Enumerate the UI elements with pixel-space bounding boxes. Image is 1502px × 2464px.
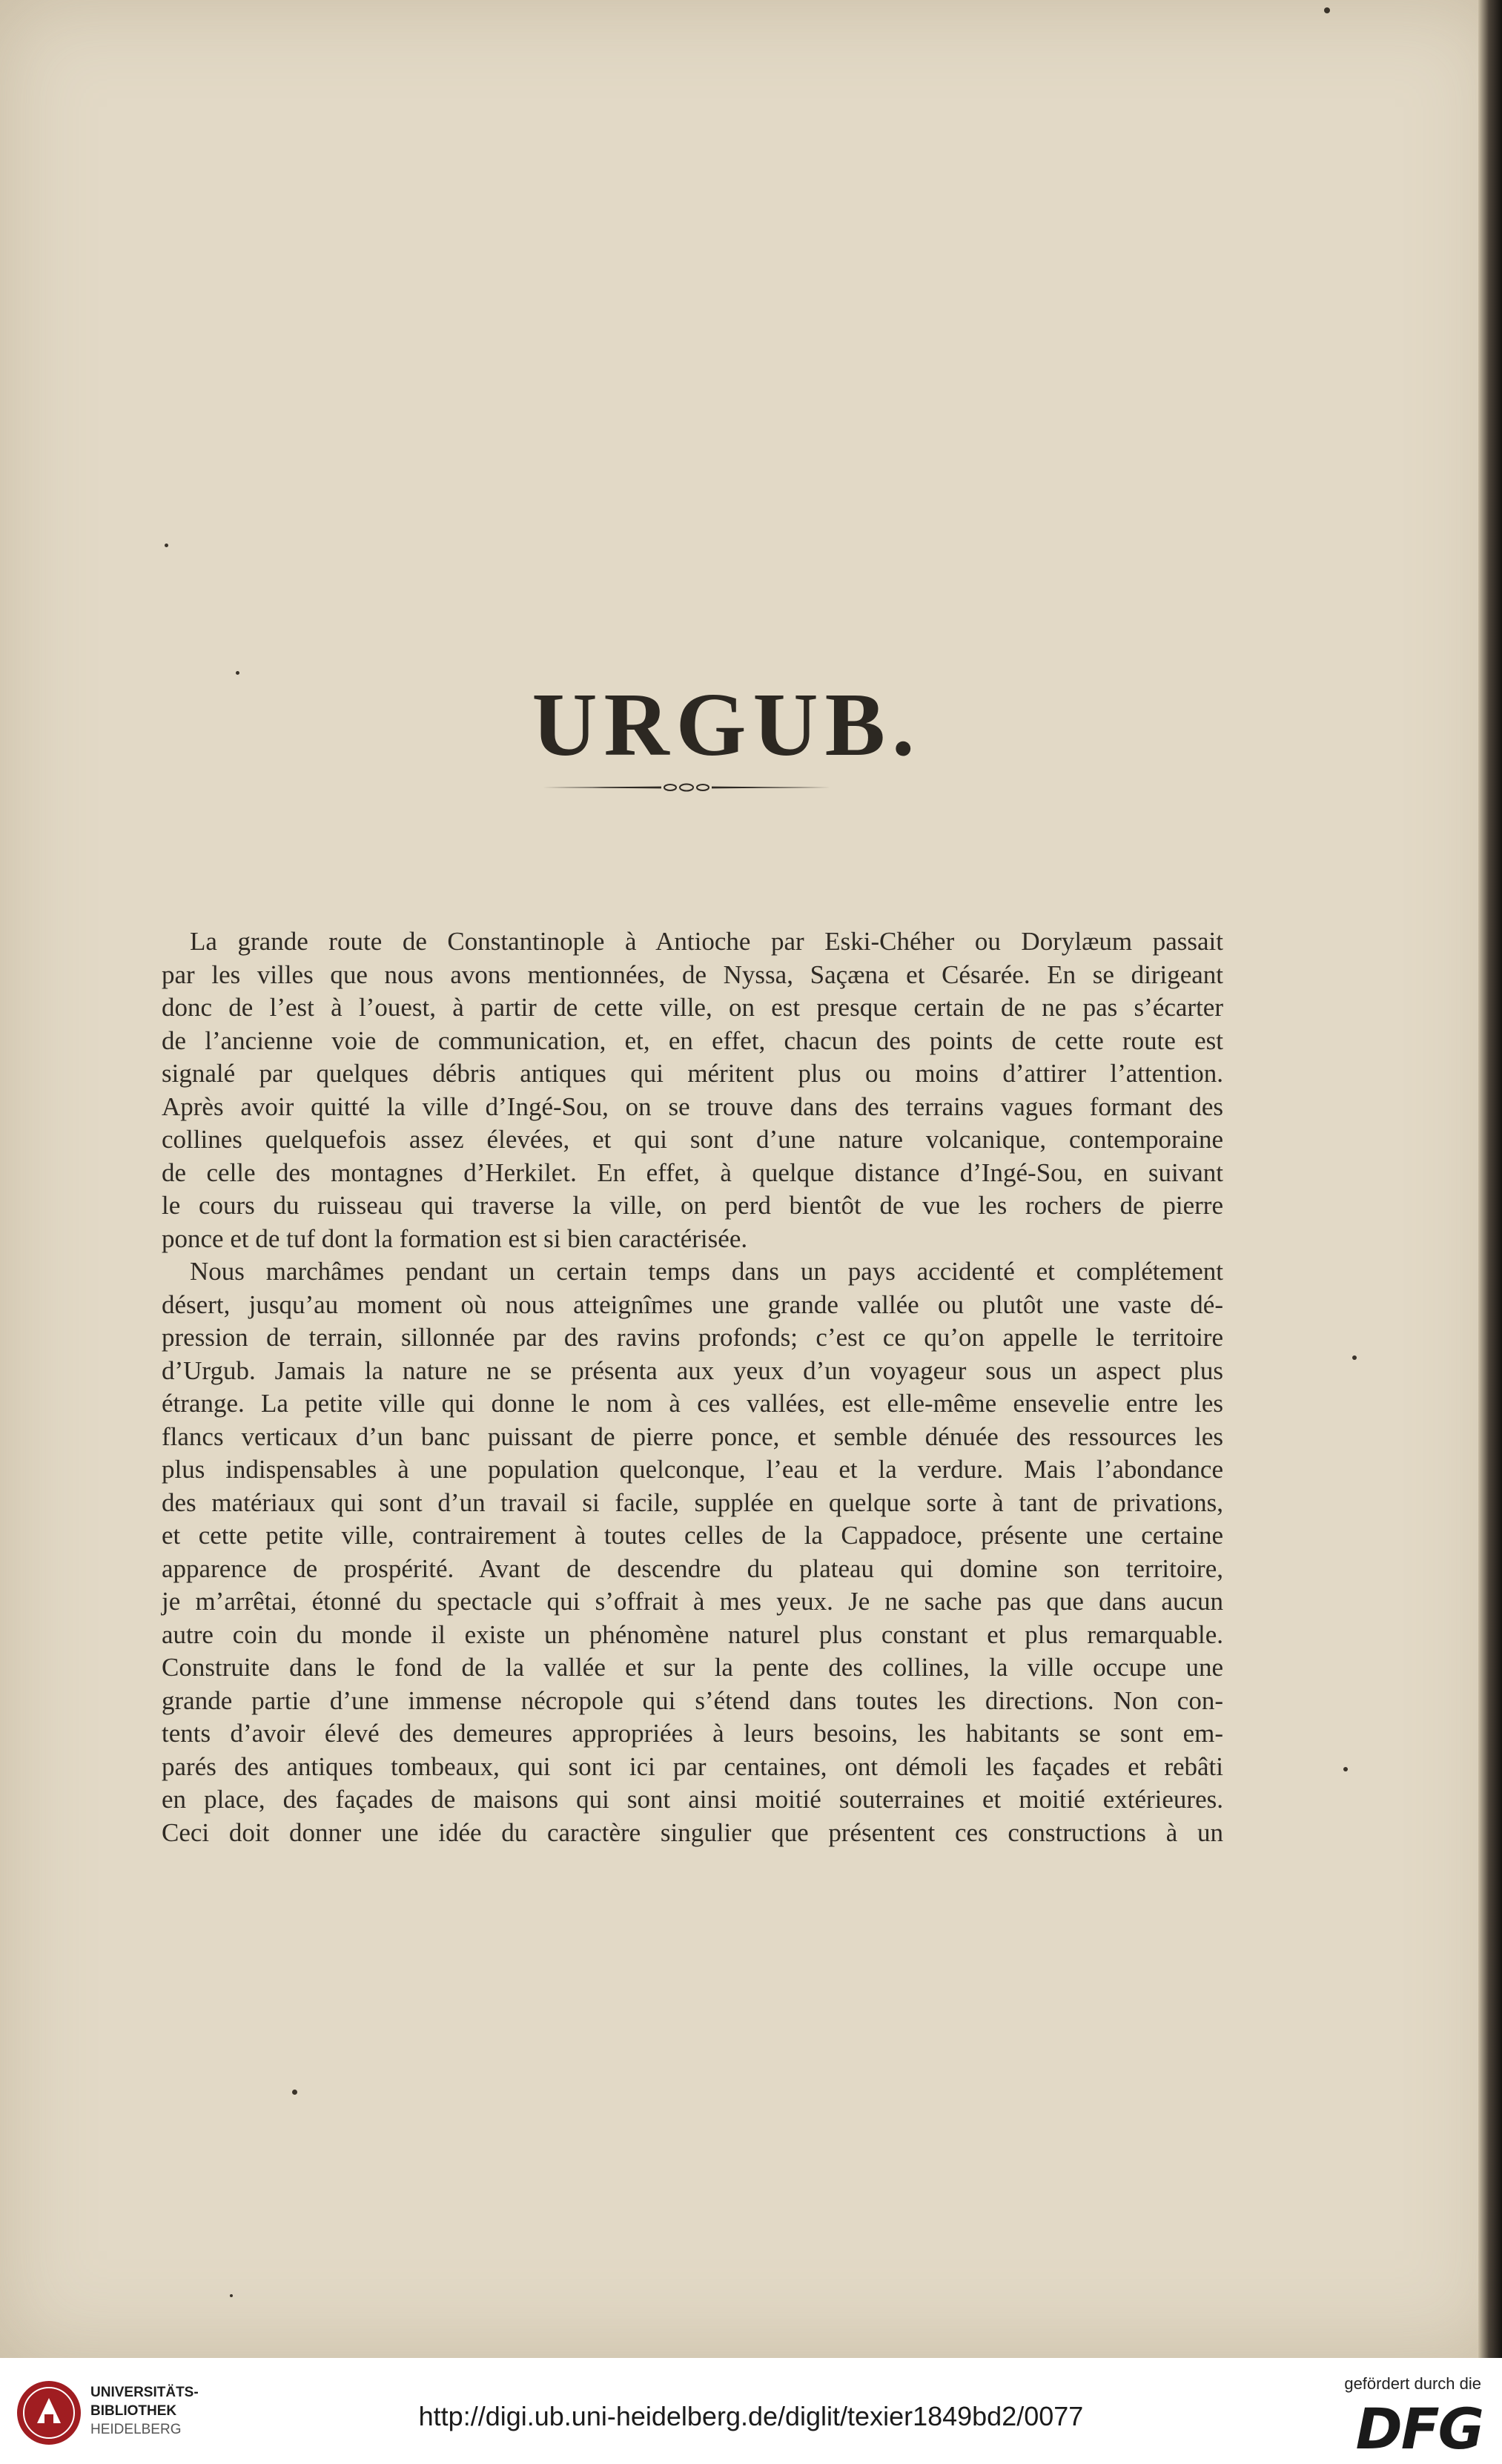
text-line: apparence de prospérité. Avant de descendre du plateau qui domine son territoire, xyxy=(162,1553,1223,1583)
text-line: en place, des façades de maisons qui sont ainsi moitié souterraines et moitié extérieures. xyxy=(162,1785,1223,1814)
text-line: des matériaux qui sont d’un travail si facile, supplée en quelque sorte à tant de privations, xyxy=(162,1487,1223,1517)
text-line: le cours du ruisseau qui traverse la ville, on perd bientôt de vue les rochers de pierre xyxy=(162,1191,1223,1220)
text-line: plus indispensables à une population quelconque, l’eau et la verdure. Mais l’abondance xyxy=(162,1455,1223,1484)
text-line: signalé par quelques débris antiques qui méritent plus ou moins d’attirer l’attention. xyxy=(162,1059,1223,1088)
text-line: d’Urgub. Jamais la nature ne se présenta aux yeux d’un voyageur sous un aspect plus xyxy=(162,1355,1223,1385)
text-line: de l’ancienne voie de communication, et, en effet, chacun des points de cette route est xyxy=(162,1025,1223,1055)
text-line: Après avoir quitté la ville d’Ingé-Sou, on se trouve dans des terrains vagues formant des xyxy=(162,1091,1223,1121)
speck-mark xyxy=(292,2090,297,2095)
permalink-url[interactable]: http://digi.ub.uni-heidelberg.de/diglit/texier1849bd2/0077 xyxy=(418,2401,1084,2431)
text-line: par les villes que nous avons mentionnées, de Nyssa, Saçæna et Césarée. En se dirigeant xyxy=(162,959,1223,989)
body-text xyxy=(162,925,1223,1849)
text-line: de celle des montagnes d’Herkilet. En effet, à quelque distance d’Ingé-Sou, en suivant xyxy=(162,1157,1223,1187)
text-line: flancs verticaux d’un banc puissant de pierre ponce, et semble dénuée des ressources les xyxy=(162,1421,1223,1451)
text-line: étrange. La petite ville qui donne le nom à ces vallées, est elle-même ensevelie entre les xyxy=(162,1389,1223,1418)
text-line: pression de terrain, sillonnée par des ravins profonds; c’est ce qu’on appelle le territoire xyxy=(162,1323,1223,1352)
text-line: désert, jusqu’au moment où nous atteignîmes une grande vallée ou plutôt une vaste dé- xyxy=(162,1289,1223,1319)
text-line: Ceci doit donner une idée du caractère singulier que présentent ces constructions à un xyxy=(162,1817,1223,1847)
speck-mark xyxy=(165,544,168,547)
text-line: je m’arrêtai, étonné du spectacle qui s’offrait à mes yeux. Je ne sache pas que dans aucun xyxy=(162,1587,1223,1616)
text-line: collines quelquefois assez élevées, et qui sont d’une nature volcanique, contemporaine xyxy=(162,1125,1223,1154)
university-name-line: HEIDELBERG xyxy=(90,2422,182,2437)
text-line: parés des antiques tombeaux, qui sont ici par centaines, ont démoli les façades et rebâti xyxy=(162,1751,1223,1781)
text-line: grande partie d’une immense nécropole qui s’étend dans toutes les directions. Non con- xyxy=(162,1685,1223,1715)
speck-mark xyxy=(1324,7,1330,13)
speck-mark xyxy=(1343,1767,1348,1771)
speck-mark xyxy=(230,2294,233,2297)
text-line: ponce et de tuf dont la formation est si bien caractérisée. xyxy=(162,1223,748,1253)
title-ornament-rule xyxy=(543,780,830,795)
page-title: URGUB. xyxy=(532,674,922,775)
text-line: donc de l’est à l’ouest, à partir de cette ville, on est presque certain de ne pas s’écarter xyxy=(162,993,1223,1022)
speck-mark xyxy=(1352,1355,1357,1360)
dfg-logo: DFG xyxy=(1355,2396,1483,2462)
university-name-line: UNIVERSITÄTS- xyxy=(90,2385,199,2400)
text-line: Nous marchâmes pendant un certain temps dans un pays accidenté et complétement xyxy=(190,1257,1223,1286)
text-line: La grande route de Constantinople à Antioche par Eski-Chéher ou Dorylæum passait xyxy=(190,927,1223,956)
text-line: et cette petite ville, contrairement à toutes celles de la Cappadoce, présente une certaine xyxy=(162,1521,1223,1550)
university-name-line: BIBLIOTHEK xyxy=(90,2403,177,2419)
page-edge-shadow xyxy=(1478,0,1502,2358)
viewer-footer xyxy=(0,2358,1502,2464)
text-line: tents d’avoir élevé des demeures appropriées à leurs besoins, les habitants se sont em- xyxy=(162,1719,1223,1748)
text-line: autre coin du monde il existe un phénomène naturel plus constant et plus remarquable. xyxy=(162,1619,1223,1649)
funded-by-label: gefördert durch die xyxy=(1344,2374,1481,2393)
text-line: Construite dans le fond de la vallée et sur la pente des collines, la ville occupe une xyxy=(162,1653,1223,1682)
speck-mark xyxy=(236,671,239,675)
